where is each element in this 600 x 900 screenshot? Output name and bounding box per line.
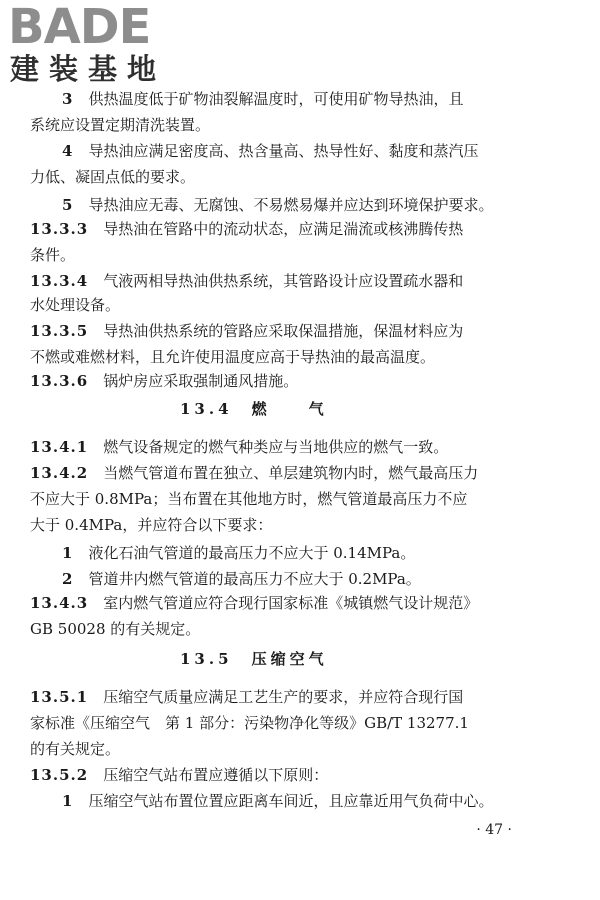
clause-text: 压缩空气站布置位置应距离车间近，且应靠近用气负荷中心。 <box>88 792 494 810</box>
clause-number: 1 <box>62 792 74 810</box>
text-line <box>30 764 328 786</box>
logo-subtitle: 建装基地 <box>10 52 167 86</box>
text-line <box>62 542 415 564</box>
clause-text: 压缩空气站布置应遵循以下原则： <box>103 766 329 784</box>
clause-number: 13.3.6 <box>30 372 89 390</box>
clause-text: 导热油应无毒、无腐蚀、不易燃易爆并应达到环境保护要求。 <box>88 196 494 214</box>
clause-text: 的有关规定。 <box>30 740 121 758</box>
text-line <box>30 618 200 640</box>
clause-text: 气液两相导热油供热系统，其管路设计应设置疏水器和 <box>103 272 464 290</box>
text-line <box>30 346 435 368</box>
clause-text: 家标准《压缩空气 第 1 部分：污染物净化等级》GB/T 13277.1 <box>30 714 469 732</box>
clause-number: 13.4.2 <box>30 464 89 482</box>
text-line <box>30 320 463 342</box>
text-line <box>62 790 493 812</box>
text-line <box>30 270 463 292</box>
clause-text: 锅炉房应采取强制通风措施。 <box>103 372 299 390</box>
section-title: 燃 气 <box>251 400 328 418</box>
clause-text: 导热油在管路中的流动状态，应满足湍流或核沸腾传热 <box>103 220 464 238</box>
clause-text: 压缩空气质量应满足工艺生产的要求，并应符合现行国 <box>103 688 464 706</box>
text-line <box>30 488 467 510</box>
text-line <box>30 370 298 392</box>
clause-number: 13.5.1 <box>30 688 89 706</box>
section-heading <box>180 398 328 420</box>
text-line <box>30 462 478 484</box>
clause-text: 系统应设置定期清洗装置。 <box>30 116 211 134</box>
clause-text: 管道井内燃气管道的最高压力不应大于 0.2MPa。 <box>88 570 421 588</box>
clause-number: 13.3.5 <box>30 322 89 340</box>
logo-wordmark: BADE <box>8 0 151 55</box>
clause-number: 13.3.3 <box>30 220 89 238</box>
section-number: 13.4 <box>180 400 233 418</box>
text-line <box>30 294 120 316</box>
clause-text: 不应大于 0.8MPa；当布置在其他地方时，燃气管道最高压力不应 <box>30 490 468 508</box>
section-title: 压缩空气 <box>251 650 328 668</box>
text-line <box>30 166 195 188</box>
text-line <box>30 712 469 734</box>
text-line <box>62 568 421 590</box>
text-line <box>30 592 478 614</box>
section-number: 13.5 <box>180 650 233 668</box>
text-line <box>30 738 120 760</box>
clause-text: 燃气设备规定的燃气种类应与当地供应的燃气一致。 <box>103 438 449 456</box>
clause-text: 力低、凝固点低的要求。 <box>30 168 196 186</box>
section-heading <box>180 648 328 670</box>
clause-text: 条件。 <box>30 246 76 264</box>
clause-number: 13.4.1 <box>30 438 89 456</box>
clause-text: 液化石油气管道的最高压力不应大于 0.14MPa。 <box>88 544 416 562</box>
clause-number: 3 <box>62 90 74 108</box>
clause-number: 13.3.4 <box>30 272 89 290</box>
clause-text: 供热温度低于矿物油裂解温度时，可使用矿物导热油，且 <box>88 90 464 108</box>
text-line <box>30 218 463 240</box>
text-line <box>62 88 463 110</box>
clause-text: 导热油供热系统的管路应采取保温措施，保温材料应为 <box>103 322 464 340</box>
clause-text: 当燃气管道布置在独立、单层建筑物内时，燃气最高压力 <box>103 464 479 482</box>
clause-text: 大于 0.4MPa，并应符合以下要求： <box>30 516 273 534</box>
page-number: · 47 · <box>476 822 512 838</box>
clause-number: 5 <box>62 196 74 214</box>
clause-text: GB 50028 的有关规定。 <box>30 620 201 638</box>
text-line <box>30 514 272 536</box>
clause-number: 1 <box>62 544 74 562</box>
clause-text: 水处理设备。 <box>30 296 121 314</box>
text-line <box>30 686 463 708</box>
text-line <box>30 114 210 136</box>
bade-logo <box>8 2 188 84</box>
clause-text: 导热油应满足密度高、热含量高、热导性好、黏度和蒸汽压 <box>88 142 479 160</box>
clause-text: 室内燃气管道应符合现行国家标准《城镇燃气设计规范》 <box>103 594 479 612</box>
clause-number: 13.5.2 <box>30 766 89 784</box>
clause-text: 不燃或难燃材料，且允许使用温度应高于导热油的最高温度。 <box>30 348 436 366</box>
clause-number: 4 <box>62 142 74 160</box>
clause-number: 13.4.3 <box>30 594 89 612</box>
text-line <box>62 194 493 216</box>
text-line <box>30 244 75 266</box>
text-line <box>30 436 448 458</box>
clause-number: 2 <box>62 570 74 588</box>
text-line <box>62 140 478 162</box>
